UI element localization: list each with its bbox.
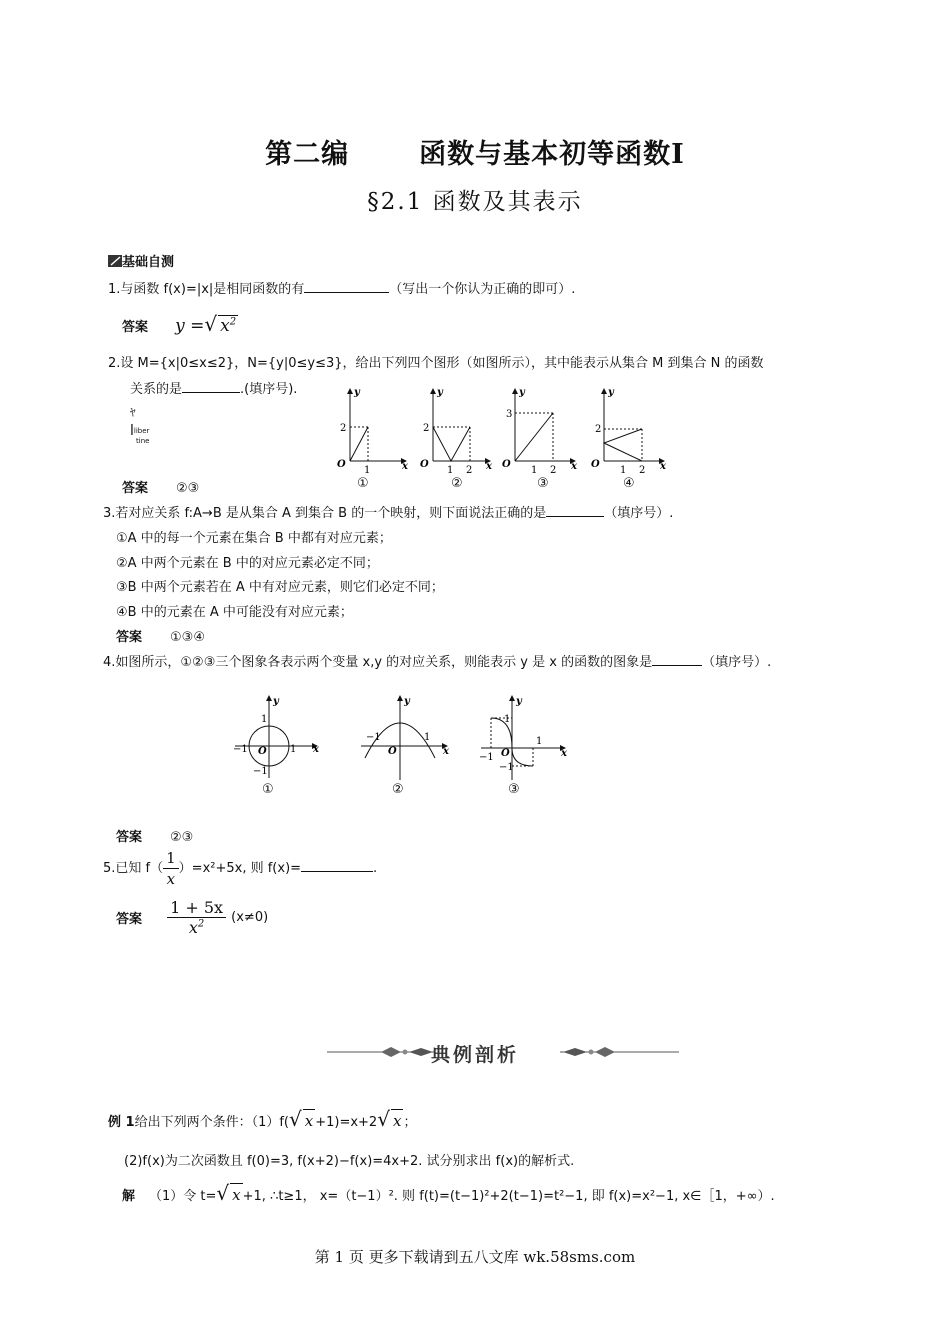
svg-text:x: x	[313, 744, 319, 755]
svg-text:−1: −1	[499, 762, 514, 773]
svg-text:x: x	[402, 461, 408, 472]
q2-blank	[182, 380, 240, 393]
svg-text:1: 1	[536, 736, 543, 747]
q5-frac-den: x	[166, 870, 176, 888]
q4-answer-label: 答案	[116, 830, 143, 845]
q1-rad-base: x	[220, 316, 230, 336]
pencil-icon	[108, 255, 122, 267]
svg-text:O: O	[337, 459, 346, 470]
q4-graphs	[225, 690, 575, 780]
q5-answer-den	[167, 918, 226, 937]
example-1-line2: (2)f(x)为二次函数且 f(0)=3, f(x+2)−f(x)=4x+2. 试分别求出 f(x)的解析式.	[124, 1154, 575, 1169]
q1-blank	[304, 280, 389, 293]
svg-text:y: y	[273, 696, 279, 707]
q5-answer-den-base: x	[188, 918, 198, 937]
q3-item-1: ①A 中的每一个元素在集合 B 中都有对应元素；	[116, 531, 392, 546]
svg-text:1: 1	[504, 714, 511, 725]
page-footer: 第 1 页 更多下载请到五八文库 wk.58sms.com	[314, 1248, 636, 1266]
q1-tail: （写出一个你认为正确的即可）.	[389, 282, 576, 297]
q5-frac-num: 1	[163, 848, 179, 869]
title-name: 函数与基本初等函数Ⅰ	[419, 139, 685, 170]
svg-text:y: y	[437, 387, 443, 398]
svg-text:1: 1	[261, 714, 268, 725]
q4-line1-text: 4.如图所示，①②③三个图象各表示两个变量 x,y 的对应关系，则能表示 y 是 x 的函数的图象是	[103, 655, 653, 670]
svg-text:−1: −1	[366, 732, 381, 743]
svg-text:y: y	[516, 696, 522, 707]
example-1-sol-rad: x	[230, 1183, 242, 1206]
svg-text:O: O	[501, 748, 510, 759]
q2-line1: 2.设 M={x|0≤x≤2}，N={y|0≤y≤3}，给出下列四个图形（如图所示），其中能表示从集合 M 到集合 N 的函数	[108, 356, 764, 371]
example-1-line1-text: 给出下列两个条件：（1）f(	[134, 1115, 289, 1130]
page-subtitle: §2.1 函数及其表示	[367, 189, 583, 215]
q5-answer	[116, 898, 268, 937]
svg-text:O: O	[420, 459, 429, 470]
q2-graph-label-1: ①	[357, 476, 369, 491]
svg-text:2: 2	[639, 465, 646, 476]
q1-answer-lhs: y =	[175, 316, 205, 336]
svg-text:2: 2	[595, 424, 602, 435]
q4-graph-label-2: ②	[392, 782, 404, 797]
example-1-line1	[108, 1108, 416, 1134]
example-1-line1-tail: ；	[403, 1115, 417, 1130]
svg-text:O: O	[258, 746, 267, 757]
question-1	[108, 278, 575, 297]
q4-line1	[103, 651, 771, 670]
example-1-rad1: x	[303, 1109, 315, 1132]
q4-graph-label-3: ③	[508, 782, 520, 797]
q2-mark-2-l: l	[130, 423, 134, 439]
q2-graph-2	[420, 387, 493, 476]
svg-text:2: 2	[466, 465, 473, 476]
section-basic-header	[108, 251, 174, 270]
svg-text:x: x	[571, 461, 577, 472]
example-1-line1-mid: +1)=x+2	[315, 1115, 378, 1130]
q3-item-2: ②A 中两个元素在 B 中的对应元素必定不同；	[116, 556, 379, 571]
svg-text:1: 1	[620, 465, 627, 476]
q2-graph-1	[337, 387, 409, 476]
q3-item-3: ③B 中两个元素若在 A 中有对应元素，则它们必定不同；	[116, 580, 444, 595]
q4-answer	[116, 826, 193, 845]
section-example-title: 典例剖析	[430, 1044, 519, 1066]
q2-line2	[130, 378, 297, 397]
section-basic-title: 基础自测	[122, 255, 175, 270]
svg-text:O: O	[388, 746, 397, 757]
example-1-sol-tail: +1, ∴t≥1， x=（t−1）². 则 f(t)=(t−1)²+2(t−1)=t²−1, 即 f(x)=x²−1, x∈［1，+∞）.	[242, 1189, 775, 1204]
q4-graph-1	[233, 696, 320, 778]
q4-blank	[652, 653, 702, 666]
page-title	[0, 132, 950, 171]
svg-text:y: y	[519, 387, 525, 398]
q2-line2-tail: .(填序号).	[240, 382, 298, 397]
svg-text:y: y	[404, 696, 410, 707]
svg-text:1: 1	[290, 744, 297, 755]
svg-text:2: 2	[550, 465, 557, 476]
svg-text:−1: −1	[479, 752, 494, 763]
svg-text:−1: −1	[233, 744, 248, 755]
q1-answer-label: 答案	[122, 320, 149, 335]
svg-text:x: x	[443, 746, 449, 757]
q2-graph-label-3: ③	[537, 476, 549, 491]
q3-line1-tail: （填序号）.	[604, 506, 674, 521]
svg-text:1: 1	[531, 465, 538, 476]
svg-text:y: y	[608, 387, 614, 398]
svg-text:x: x	[486, 461, 492, 472]
q2-graphs	[328, 383, 673, 483]
example-1-rad2: x	[391, 1109, 403, 1132]
q2-mark-2	[130, 423, 150, 445]
q2-graph-4	[591, 387, 667, 476]
q3-item-4: ④B 中的元素在 A 中可能没有对应元素；	[116, 605, 353, 620]
q2-mark-1: ﾔ	[130, 406, 136, 419]
q2-graph-label-4: ④	[623, 476, 635, 491]
q5-mid: ）=x²+5x, 则 f(x)=	[178, 861, 302, 876]
svg-text:O: O	[502, 459, 511, 470]
q5-line	[103, 848, 377, 889]
q3-answer-label: 答案	[116, 630, 143, 645]
svg-text:−1: −1	[253, 766, 268, 777]
q1-text: 1.与函数 f(x)=|x|是相同函数的有	[108, 282, 305, 297]
svg-text:y: y	[354, 387, 360, 398]
q5-blank	[301, 859, 373, 872]
svg-text:2: 2	[340, 423, 347, 434]
svg-text:1: 1	[447, 465, 454, 476]
q5-tail: .	[373, 861, 378, 876]
q2-graph-label-2: ②	[451, 476, 463, 491]
q5-answer-num: 1 + 5x	[167, 898, 226, 918]
sqrt-icon: √	[216, 1181, 230, 1205]
q5-fraction	[163, 848, 179, 889]
q2-answer-label: 答案	[122, 481, 149, 496]
svg-text:O: O	[591, 459, 600, 470]
sqrt-icon: √	[289, 1107, 302, 1131]
svg-text:x: x	[561, 748, 567, 759]
q3-answer	[116, 626, 205, 645]
example-1-sol-label: 解	[122, 1189, 136, 1204]
svg-text:3: 3	[506, 409, 513, 420]
q1-answer	[122, 312, 238, 336]
svg-text:1: 1	[364, 465, 371, 476]
q5-answer-label: 答案	[116, 912, 143, 927]
sqrt-icon: √	[204, 312, 218, 336]
example-1-sol-pre: （1）令 t=	[149, 1189, 217, 1204]
q4-graph-2	[361, 696, 450, 780]
q2-line2-pre: 关系的是	[130, 382, 183, 397]
q5-answer-tail: (x≠0)	[231, 910, 269, 925]
q3-line1	[103, 502, 673, 521]
q4-graph-label-1: ①	[262, 782, 274, 797]
q4-graph-3	[479, 696, 568, 780]
q3-line1-text: 3.若对应关系 f:A→B 是从集合 A 到集合 B 的一个映射，则下面说法正确的是	[103, 506, 547, 521]
q2-mark-2b: tine	[136, 437, 150, 445]
example-1-solution	[122, 1182, 775, 1208]
q1-rad-exp: 2	[229, 316, 237, 328]
example-1-label: 例 1	[108, 1115, 135, 1130]
q4-line1-tail: （填序号）.	[702, 655, 772, 670]
svg-text:1: 1	[424, 732, 431, 743]
q3-blank	[546, 504, 604, 517]
q2-answer-value: ②③	[176, 481, 200, 496]
q3-answer-value: ①③④	[170, 630, 205, 645]
q2-graph-3	[502, 387, 578, 476]
svg-text:x: x	[660, 461, 666, 472]
title-part: 第二编	[265, 139, 350, 170]
q5-answer-den-exp: 2	[197, 918, 205, 930]
q5-answer-fraction	[167, 898, 226, 937]
q2-answer	[122, 477, 199, 496]
q4-answer-value: ②③	[170, 830, 194, 845]
q2-mark-2a: liber	[133, 427, 150, 435]
q5-pre: 5.已知 f（	[103, 861, 164, 876]
sqrt-icon: √	[377, 1107, 390, 1131]
q1-answer-rad	[218, 315, 238, 336]
svg-text:2: 2	[423, 423, 430, 434]
